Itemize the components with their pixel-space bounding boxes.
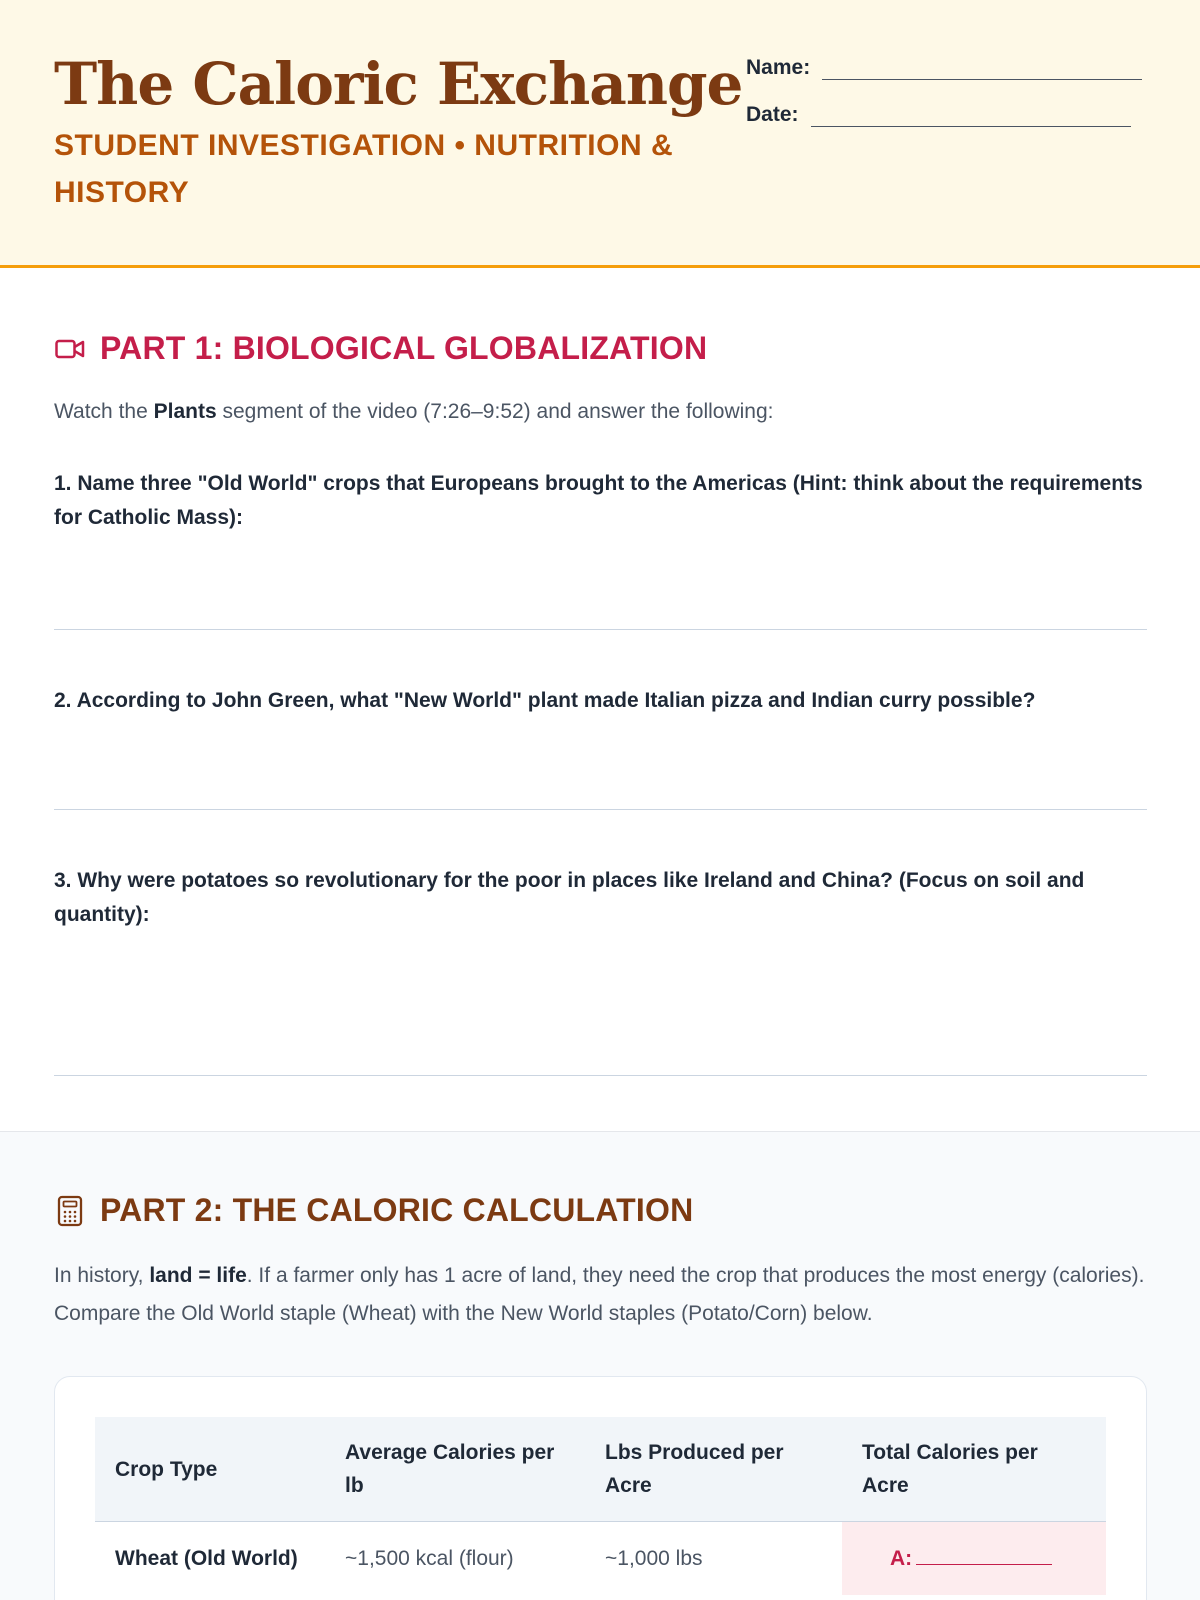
lbs-cell: ~1,000 lbs — [605, 1547, 703, 1570]
page-title: The Caloric Exchange — [54, 50, 743, 118]
name-field[interactable] — [746, 56, 1142, 80]
worksheet-header — [0, 0, 1200, 268]
crop-cell: Wheat (Old World) — [115, 1547, 298, 1570]
answer-line-2[interactable] — [54, 809, 1147, 810]
part2-heading — [54, 1192, 693, 1229]
part1-section — [0, 268, 1200, 1132]
land-life-emphasis: land = life — [149, 1264, 247, 1287]
total-calories-answer-cell[interactable] — [842, 1522, 1106, 1596]
part1-instructions: Watch the Plants segment of the video (7:26–9:52) and answer the following: — [54, 400, 774, 423]
date-input-line[interactable] — [811, 105, 1131, 127]
question-3: 3. Why were potatoes so revolutionary for the poor in places like Ireland and China? (Focus on soil and quantity): — [54, 869, 1085, 926]
question-2: 2. According to John Green, what "New World" plant made Italian pizza and Indian curry possible? — [54, 689, 1036, 712]
calorie-table — [95, 1417, 1106, 1595]
name-input-line[interactable] — [822, 58, 1142, 80]
answer-blank-a[interactable] — [916, 1543, 1052, 1565]
table-row — [95, 1522, 1106, 1596]
column-header-total-calories: Total Calories per Acre — [842, 1417, 1106, 1522]
date-label: Date: — [746, 103, 799, 126]
answer-line-3[interactable] — [54, 1075, 1147, 1076]
calculator-icon — [54, 1195, 86, 1227]
part2-section — [0, 1132, 1200, 1600]
question-1: 1. Name three "Old World" crops that Europeans brought to the Americas (Hint: think about the requirements for Catholic Mass): — [54, 472, 1143, 529]
calorie-table-card — [54, 1376, 1147, 1600]
part2-heading-text: PART 2: THE CALORIC CALCULATION — [100, 1192, 694, 1228]
answer-line-1[interactable] — [54, 629, 1147, 630]
plants-emphasis: Plants — [153, 400, 217, 423]
column-header-crop-type: Crop Type — [95, 1417, 325, 1522]
page-subtitle: STUDENT INVESTIGATION • NUTRITION & HISTORY — [54, 129, 674, 209]
table-header-row — [95, 1417, 1106, 1522]
column-header-lbs-per-acre: Lbs Produced per Acre — [585, 1417, 842, 1522]
answer-label-a: A: — [890, 1547, 913, 1570]
name-label: Name: — [746, 56, 811, 79]
column-header-calories-per-lb: Average Calories per lb — [325, 1417, 585, 1522]
part1-heading — [54, 330, 707, 367]
video-camera-icon — [54, 333, 86, 365]
part2-instructions: In history, land = life. If a farmer only has 1 acre of land, they need the crop that produces the most energy (calories). Compare the Old World staple (Wheat) with the New World staples (Potato/Corn) below. — [54, 1264, 1145, 1325]
part1-heading-text: PART 1: BIOLOGICAL GLOBALIZATION — [100, 330, 708, 366]
date-field[interactable] — [746, 103, 1131, 127]
calories-cell: ~1,500 kcal (flour) — [345, 1547, 514, 1570]
